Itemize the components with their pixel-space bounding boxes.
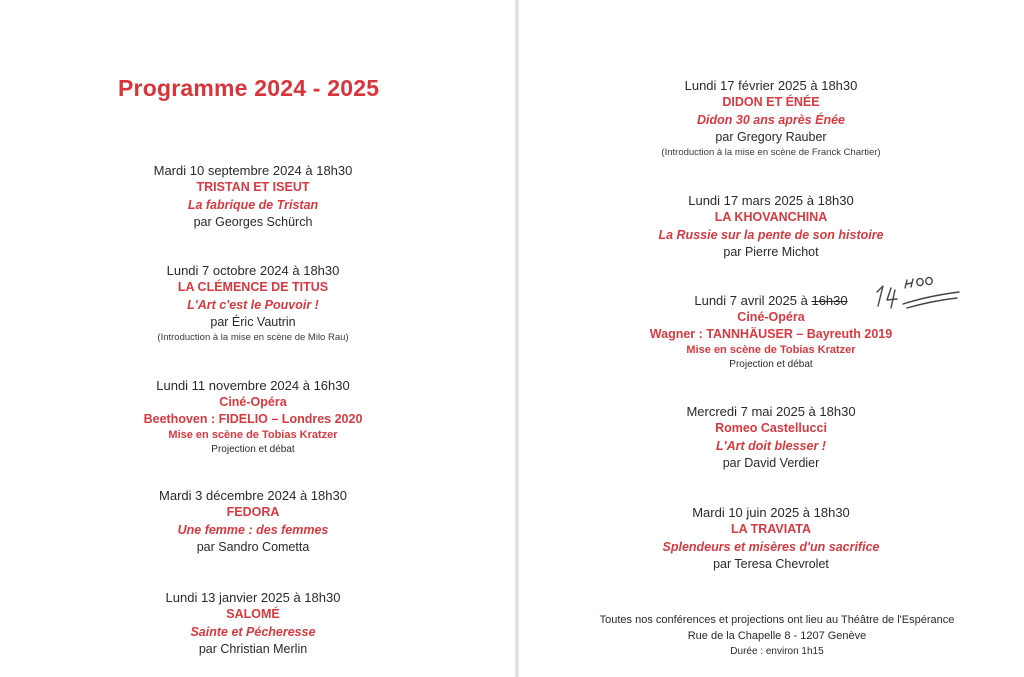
event-work: LA TRAVIATA [730,522,812,536]
event-work: DIDON ET ÉNÉE [722,95,820,109]
event-work: TRISTAN ET ISEUT [196,180,310,194]
struck-time: 16h30 [811,293,848,308]
event-speaker: par Gregory Rauber [715,130,827,144]
event-intro: (Introduction à la mise en scène de Franck Chartier) [661,147,881,158]
event-speaker: par Sandro Cometta [196,540,310,554]
event-speaker: par Pierre Michot [723,245,819,259]
event-speaker: par David Verdier [722,456,820,470]
event-note: Projection et débat [211,444,295,455]
event-subtitle: La Russie sur la pente de son histoire [658,228,884,242]
event-staging: Mise en scène de Tobias Kratzer [168,429,338,441]
event-fedora [159,487,347,556]
event-salome [166,589,341,658]
event-subtitle: L'Art doit blesser ! [716,439,826,453]
event-date: Lundi 17 février 2025 à 18h30 [684,78,858,93]
event-work: LA CLÉMENCE DE TITUS [177,280,329,294]
event-date: Mardi 3 décembre 2024 à 18h30 [159,488,347,503]
right-page [519,0,1024,677]
event-note: Projection et débat [729,359,813,370]
event-subtitle: Splendeurs et misères d'un sacrifice [662,540,880,554]
event-speaker: par Éric Vautrin [210,315,296,329]
event-subtitle: Sainte et Pécheresse [190,625,316,639]
page-title: Programme 2024 - 2025 [118,75,380,101]
event-date: Mercredi 7 mai 2025 à 18h30 [686,404,856,419]
event-work: SALOMÉ [226,607,280,621]
event-work: Wagner : TANNHÄUSER – Bayreuth 2019 [649,327,893,341]
event-date: Mardi 10 septembre 2024 à 18h30 [153,163,353,178]
event-subtitle: Une femme : des femmes [177,523,329,537]
event-date: Lundi 7 octobre 2024 à 18h30 [166,263,340,278]
venue-address: Rue de la Chapelle 8 - 1207 Genève [687,630,867,642]
event-castellucci [686,403,855,472]
event-speaker: par Teresa Chevrolet [713,557,829,571]
event-subtitle: L'Art c'est le Pouvoir ! [187,298,319,312]
event-date: Lundi 11 novembre 2024 à 16h30 [156,378,350,393]
event-date: Mardi 10 juin 2025 à 18h30 [692,505,850,520]
event-category: Ciné-Opéra [219,395,287,409]
event-work: Romeo Castellucci [715,421,827,435]
event-date: Lundi 13 janvier 2025 à 18h30 [165,590,341,605]
event-staging: Mise en scène de Tobias Kratzer [686,344,856,356]
event-date-prefix: Lundi 7 avril 2025 à [694,293,812,308]
event-clemence [157,262,348,345]
event-tannhauser [650,292,892,372]
event-didon [661,77,880,160]
event-subtitle: Didon 30 ans après Énée [697,113,845,127]
event-fidelio [144,377,363,457]
event-speaker: par Christian Merlin [198,642,308,656]
event-intro: (Introduction à la mise en scène de Milo Rau) [157,332,349,343]
event-traviata [663,504,880,573]
event-date [650,292,892,309]
duration-text: Durée : environ 1h15 [730,646,824,657]
handwritten-time-annotation [873,274,963,316]
event-work: LA KHOVANCHINA [714,210,828,224]
event-work: FEDORA [226,505,280,519]
event-subtitle: La fabrique de Tristan [187,198,319,212]
event-work: Beethoven : FIDELIO – Londres 2020 [143,412,363,426]
event-category: Ciné-Opéra [737,310,805,324]
event-speaker: par Georges Schürch [193,215,313,229]
venue-text: Toutes nos conférences et projections ont lieu au Théâtre de l'Espérance [599,614,955,626]
event-khovanchina [658,192,883,261]
event-date: Lundi 17 mars 2025 à 18h30 [688,193,854,208]
event-tristan [154,162,353,231]
venue-footer [600,612,955,659]
